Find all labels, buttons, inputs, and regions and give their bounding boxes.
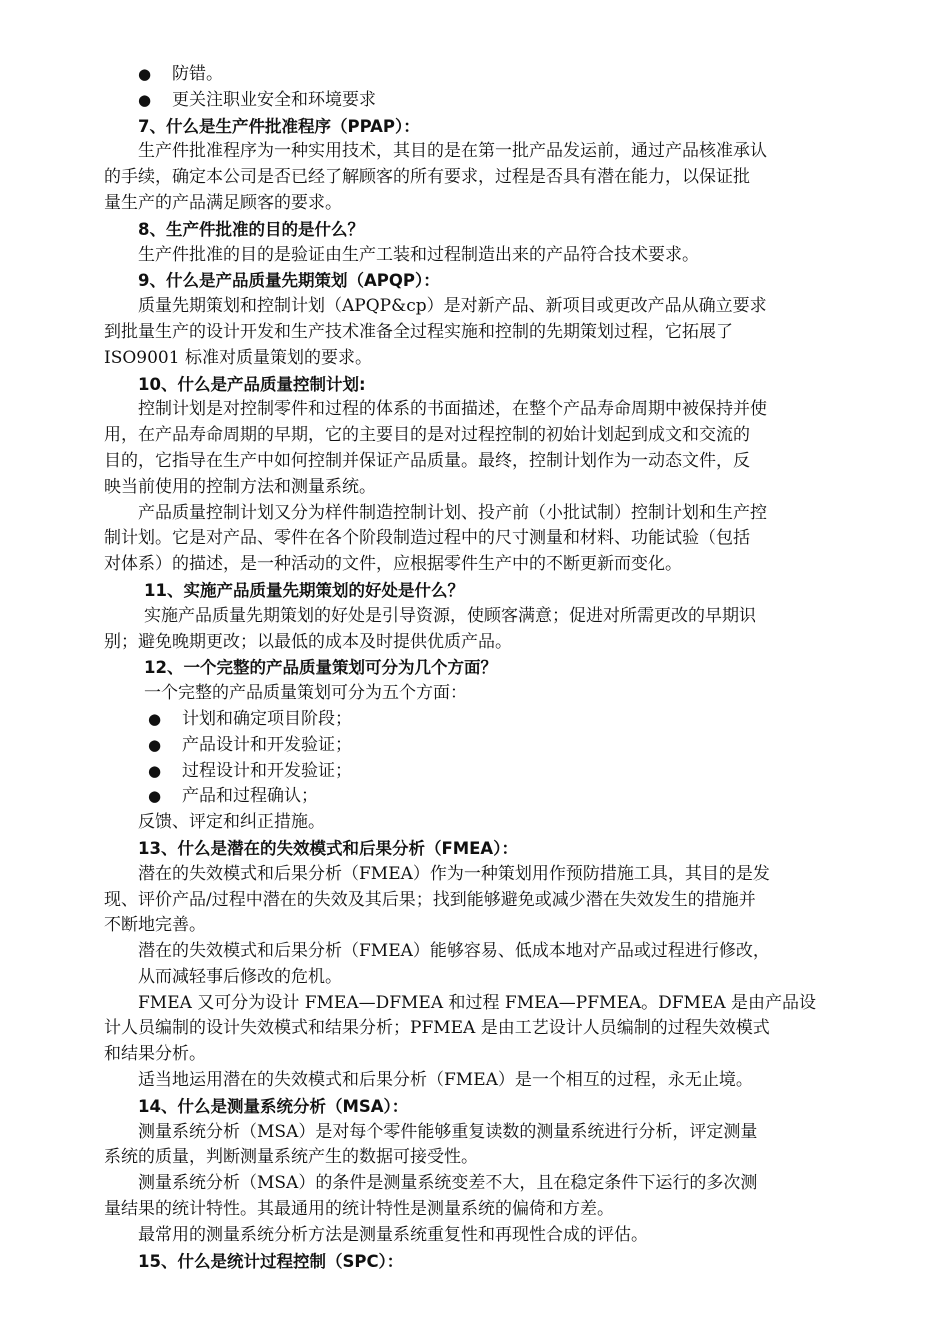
paragraph-line: 从而减轻事后修改的危机。 bbox=[138, 966, 342, 987]
paragraph-line: FMEA 又可分为设计 FMEA—DFMEA 和过程 FMEA—PFMEA。DFMEA 是由产品设 bbox=[138, 992, 817, 1013]
paragraph-line: 制计划。它是对产品、零件在各个阶段制造过程中的尺寸测量和材料、功能试验（包括 bbox=[104, 528, 750, 549]
paragraph-line: 测量系统分析（MSA）是对每个零件能够重复读数的测量系统进行分析，评定测量 bbox=[138, 1121, 758, 1142]
paragraph-line: 计人员编制的设计失效模式和结果分析；PFMEA 是由工艺设计人员编制的过程失效模式 bbox=[104, 1018, 770, 1039]
section-heading-q8: 8、生产件批准的目的是什么？ bbox=[138, 219, 364, 239]
paragraph-line: 适当地运用潜在的失效模式和后果分析（FMEA）是一个相互的过程，永无止境。 bbox=[138, 1070, 753, 1091]
paragraph-line: 目的，它指导在生产中如何控制并保证产品质量。最终，控制计划作为一动态文件，反 bbox=[104, 450, 750, 471]
bullet-icon: ● bbox=[138, 65, 152, 83]
paragraph-line: 最常用的测量系统分析方法是测量系统重复性和再现性合成的评估。 bbox=[138, 1224, 648, 1245]
paragraph-line: 控制计划是对控制零件和过程的体系的书面描述，在整个产品寿命周期中被保持并使 bbox=[138, 399, 767, 420]
list-item: ● 更关注职业安全和环境要求 bbox=[104, 88, 848, 114]
section-heading-q11: 11、实施产品质量先期策划的好处是什么？ bbox=[144, 580, 464, 600]
paragraph-line: 测量系统分析（MSA）的条件是测量系统变差不大，且在稳定条件下运行的多次测 bbox=[138, 1173, 758, 1194]
section-heading-q9: 9、什么是产品质量先期策划（APQP）： bbox=[138, 271, 440, 291]
list-item: ● 产品和过程确认； bbox=[104, 784, 848, 810]
paragraph-line: 量结果的统计特性。其最通用的统计特性是测量系统的偏倚和方差。 bbox=[104, 1199, 614, 1220]
paragraph-line: 潜在的失效模式和后果分析（FMEA）作为一种策划用作预防措施工具，其目的是发 bbox=[138, 863, 770, 884]
paragraph-line: 别；避免晚期更改；以最低的成本及时提供优质产品。 bbox=[104, 631, 512, 652]
list-item: ● 防错。 bbox=[104, 62, 848, 88]
paragraph-line: 实施产品质量先期策划的好处是引导资源，使顾客满意；促进对所需更改的早期识 bbox=[144, 605, 756, 626]
section-heading-q13: 13、什么是潜在的失效模式和后果分析（FMEA）： bbox=[138, 838, 518, 858]
section-heading-q12: 12、一个完整的产品质量策划可分为几个方面？ bbox=[144, 658, 497, 678]
paragraph-line: 系统的质量，判断测量系统产生的数据可接受性。 bbox=[104, 1147, 478, 1168]
list-item: ● 产品设计和开发验证； bbox=[104, 733, 848, 759]
paragraph-line: 潜在的失效模式和后果分析（FMEA）能够容易、低成本地对产品或过程进行修改， bbox=[138, 941, 770, 962]
paragraph-line: 生产件批准的目的是验证由生产工装和过程制造出来的产品符合技术要求。 bbox=[138, 244, 699, 265]
paragraph-line: 产品质量控制计划又分为样件制造控制计划、投产前（小批试制）控制计划和生产控 bbox=[138, 502, 767, 523]
bullet-icon: ● bbox=[148, 787, 162, 806]
paragraph-line: 到批量生产的设计开发和生产技术准备全过程实施和控制的先期策划过程，它拓展了 bbox=[104, 321, 733, 342]
paragraph-line: 映当前使用的控制方法和测量系统。 bbox=[104, 476, 376, 497]
section-heading-q10: 10、什么是产品质量控制计划: bbox=[138, 374, 366, 394]
list-item: ● 过程设计和开发验证； bbox=[104, 759, 848, 785]
section-heading-q7: 7、什么是生产件批准程序（PPAP）： bbox=[138, 116, 420, 136]
paragraph-line: 对体系）的描述，是一种活动的文件，应根据零件生产中的不断更新而变化。 bbox=[104, 554, 682, 575]
paragraph-line: 不断地完善。 bbox=[104, 915, 206, 936]
section-heading-q15: 15、什么是统计过程控制（SPC）： bbox=[138, 1251, 404, 1271]
paragraph-line: ISO9001 标准对质量策划的要求。 bbox=[104, 347, 372, 368]
paragraph-line: 的手续，确定本公司是否已经了解顾客的所有要求，过程是否具有潜在能力，以保证批 bbox=[104, 167, 750, 188]
paragraph-line: 生产件批准程序为一种实用技术，其目的是在第一批产品发运前，通过产品核准承认 bbox=[138, 141, 767, 162]
document-page bbox=[104, 62, 848, 1274]
section-heading-q14: 14、什么是测量系统分析（MSA）： bbox=[138, 1096, 409, 1116]
bullet-icon: ● bbox=[148, 761, 162, 780]
paragraph-line: 量生产的产品满足顾客的要求。 bbox=[104, 192, 342, 213]
paragraph-line: 反馈、评定和纠正措施。 bbox=[138, 812, 325, 833]
bullet-icon: ● bbox=[148, 735, 162, 754]
bullet-icon: ● bbox=[138, 90, 152, 109]
paragraph-line: 质量先期策划和控制计划（APQP&cp）是对新产品、新项目或更改产品从确立要求 bbox=[138, 296, 767, 317]
bullet-icon: ● bbox=[148, 709, 162, 728]
paragraph-line: 和结果分析。 bbox=[104, 1044, 206, 1065]
list-item: ● 计划和确定项目阶段； bbox=[104, 707, 848, 733]
paragraph-line: 现、评价产品/过程中潜在的失效及其后果；找到能够避免或减少潜在失效发生的措施并 bbox=[104, 889, 756, 910]
paragraph-line: 一个完整的产品质量策划可分为五个方面： bbox=[144, 683, 467, 704]
paragraph-line: 用，在产品寿命周期的早期，它的主要目的是对过程控制的初始计划起到成文和交流的 bbox=[104, 425, 750, 446]
